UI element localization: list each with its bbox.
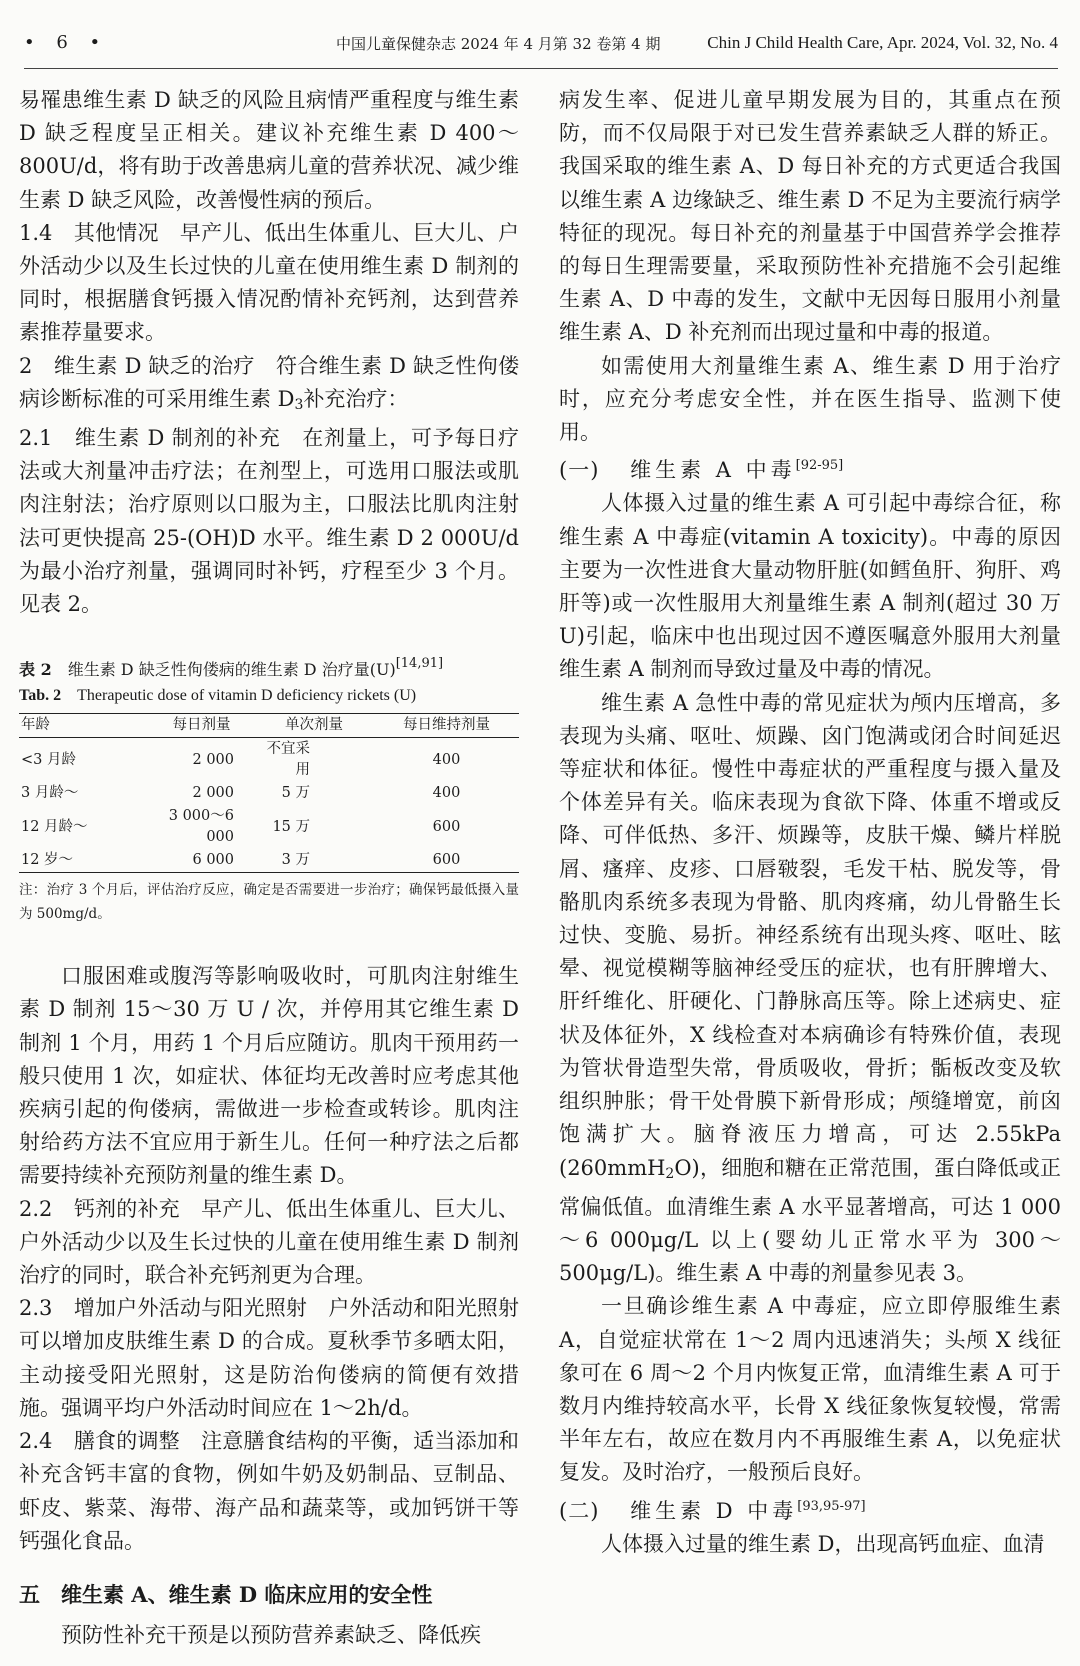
- citation-ref: [93,95-97]: [797, 1498, 866, 1514]
- col-header-single: 单次剂量: [285, 717, 343, 734]
- table-cell: 400: [432, 751, 461, 768]
- subscript: 3: [294, 396, 304, 413]
- table-row: [19, 782, 519, 805]
- paragraph: 一旦确诊维生素 A 中毒症，应立即停服维生素 A，自觉症状常在 1～2 周内迅速消失；头颅 X 线征象可在 6 周～2 个月内恢复正常，血清维生素 A 可于数月内维持较高水平，长骨 X 线征象恢复较慢，常需半年左右，故应在数月内不再服维生素 A，以免症状复发。及时治疗，一般预后良好。: [559, 1294, 1061, 1485]
- section-2-heading-paragraph: [19, 350, 519, 422]
- dose-table: [19, 713, 519, 873]
- paragraph: 病发生率、促进儿童早期发展为目的，其重点在预防，而不仅局限于对已发生营养素缺乏人群的矫正。我国采取的维生素 A、D 每日补充的方式更适合我国以维生素 A 边缘缺乏、维生素 D 不足为主要流行病学特征的现况。每日补充的剂量基于中国营养学会推荐的每日生理需要量，采取预防性补充措施不会引起维生素 A、D 中毒的发生，文献中无因每日服用小剂量维生素 A、D 补充剂而出现过量和中毒的报道。: [559, 88, 1061, 345]
- table-cell: 3 000～6 000: [168, 808, 234, 846]
- table-label-zh: 表 2: [19, 660, 52, 680]
- subsection-number: (一): [559, 458, 600, 483]
- table-cell: 12 月龄～: [21, 818, 88, 835]
- col-header-daily: 每日剂量: [172, 717, 231, 734]
- journal-title-cn: 中国儿童保健杂志 2024 年 4 月第 32 卷第 4 期: [336, 35, 661, 53]
- paragraph-1-4: 1.4 其他情况 早产儿、低出生体重儿、巨大儿、户外活动少以及生长过快的儿童在使用维生素 D 制剂的同时，根据膳食钙摄入情况酌情补充钙剂，达到营养素推荐量要求。: [19, 220, 519, 345]
- subsection-heading-vitamin-a: [559, 449, 1061, 487]
- table-caption-zh: [19, 651, 519, 683]
- right-column: [559, 84, 1061, 1561]
- table-caption-en: [19, 683, 519, 709]
- paragraph-2-4: 2.4 膳食的调整 注意膳食结构的平衡，适当添加和补充含钙丰富的食物，例如牛奶及奶制品、豆制品、虾皮、紫菜、海带、海产品和蔬菜等，或加钙饼干等钙强化食品。: [19, 1429, 519, 1553]
- table-note: 注：治疗 3 个月后，评估治疗反应，确定是否需要进一步治疗；确保钙最低摄入量为 500mg/d。: [19, 882, 519, 923]
- table-cell: 不宜采用: [266, 741, 310, 779]
- paragraph-2-1: 2.1 维生素 D 制剂的补充 在剂量上，可予每日疗法或大剂量冲击疗法；在剂型上，可选用口服法或肌肉注射法；治疗原则以口服为主，口服法比肌肉注射法可更快提高 25-(OH)D 水平。维生素 D 2 000U/d 为最小治疗剂量，强调同时补钙，疗程至少 3 个月。见表 2。: [19, 426, 519, 617]
- subsection-heading-vitamin-d: [559, 1490, 1061, 1528]
- subsection-number: (二): [559, 1498, 600, 1523]
- paragraph: 人体摄入过量的维生素 D，出现高钙血症、血清: [601, 1531, 1045, 1556]
- subsection-title: 维生素 A 中毒: [630, 458, 796, 483]
- table-cell: 6 000: [192, 852, 234, 869]
- left-column: [19, 84, 519, 1652]
- paragraph: 易罹患维生素 D 缺乏的风险且病情严重程度与维生素 D 缺乏程度呈正相关。建议补充维生素 D 400～800U/d，将有助于改善患病儿童的营养状况、减少维生素 D 缺乏风险，改善慢性病的预后。: [19, 88, 519, 212]
- paragraph: 人体摄入过量的维生素 A 可引起中毒综合征，称维生素 A 中毒症(vitamin A toxicity)。中毒的原因主要为一次性进食大量动物肝脏(如鳕鱼肝、狗肝、鸡肝等)或一次性服用大剂量维生素 A 制剂(超过 30 万 U)引起，临床中也出现过因不遵医嘱意外服用大剂量维生素 A 制剂而导致过量及中毒的情况。: [559, 491, 1061, 682]
- table-cell: <3 月龄: [21, 751, 76, 768]
- subsection-title: 维生素 D 中毒: [630, 1498, 798, 1523]
- table-label-en: Tab. 2: [19, 687, 62, 705]
- table-row: [19, 849, 519, 873]
- col-header-age: 年龄: [21, 717, 50, 734]
- table-cell: 12 岁～: [21, 852, 74, 869]
- table-cell: 600: [432, 852, 461, 869]
- page-number: • 6 •: [24, 32, 109, 53]
- paragraph: 如需使用大剂量维生素 A、维生素 D 用于治疗时，应充分考虑安全性，并在医生指导、监测下使用。: [559, 353, 1061, 445]
- paragraph: [559, 687, 1061, 1291]
- paragraph: 口服困难或腹泻等影响吸收时，可肌肉注射维生素 D 制剂 15～30 万 U / 次，并停用其它维生素 D 制剂 1 个月，用药 1 个月后应随访。肌肉干预用药一般只使用 1 次，如症状、体征均无改善时应考虑其他疾病引起的佝偻病，需做进一步检查或转诊。肌肉注射给药方法不宜应用于新生儿。任何一种疗法之后都需要持续补充预防剂量的维生素 D。: [19, 964, 519, 1188]
- table-cell: 400: [432, 785, 461, 802]
- section-2-text-end: 补充治疗：: [303, 386, 409, 411]
- table-row: [19, 805, 519, 849]
- table-cell: 3 万: [281, 852, 310, 869]
- section-5-heading: 五 维生素 A、维生素 D 临床应用的安全性: [19, 1581, 433, 1607]
- paragraph-2-3: 2.3 增加户外活动与阳光照射 户外活动和阳光照射可以增加皮肤维生素 D 的合成。夏秋季节多晒太阳，主动接受阳光照射，这是防治佝偻病的简便有效措施。强调平均户外活动时间应在 1～2h/d。: [19, 1296, 519, 1420]
- table-cell: 600: [432, 818, 461, 835]
- paragraph-text: 维生素 A 急性中毒的常见症状为颅内压增高，多表现为头痛、呕吐、烦躁、囟门饱满或闭合时间延迟等症状和体征。慢性中毒症状的严重程度与摄入量及个体差异有关。临床表现为食欲下降、体重不增或反降、可伴低热、多汗、烦躁等，皮肤干燥、鳞片样脱屑、瘙痒、皮疹、口唇皲裂，毛发干枯、脱发等，骨骼肌肉系统多表现为骨骼、肌肉疼痛，幼儿骨骼生长过快、变脆、易折。神经系统有出现头疼、呕吐、眩晕、视觉模糊等脑神经受压的症状，也有肝脾增大、肝纤维化、肝硬化、门静脉高压等。除上述病史、症状及体征外，X 线检查对本病确诊有特殊价值，表现为管状骨造型失常，骨质吸收，骨折；骺板改变及软组织肿胀；骨干处骨膜下新骨形成；颅缝增宽，前囟饱满扩大。脑脊液压力增高，可达 2.55kPa (260mmH: [559, 690, 1061, 1180]
- subscript: 2: [665, 1165, 675, 1182]
- table-title-zh: 维生素 D 缺乏性佝偻病的维生素 D 治疗量(U): [51, 660, 396, 680]
- journal-title-en: Chin J Child Health Care, Apr. 2024, Vol. 32, No. 4: [707, 33, 1058, 52]
- table-title-en: Therapeutic dose of vitamin D deficiency rickets (U): [61, 687, 417, 705]
- citation-ref: [14,91]: [395, 656, 444, 672]
- paragraph: 预防性补充干预是以预防营养素缺乏、降低疾: [61, 1623, 481, 1648]
- section-2-text: 2 维生素 D 缺乏的治疗 符合维生素 D 缺乏性佝偻病诊断标准的可采用维生素 D: [19, 353, 519, 411]
- table-row: [19, 738, 519, 783]
- col-header-maintenance: 每日维持剂量: [403, 717, 490, 734]
- table-2: [19, 651, 519, 926]
- running-header: [24, 32, 1058, 69]
- table-cell: 2 000: [192, 751, 234, 768]
- paragraph-text: O)，细胞和糖在正常范围，蛋白降低或正常偏低值。血清维生素 A 水平显著增高，可达 1 000～6 000μg/L 以上(婴幼儿正常水平为 300～500μg/L)。维生素 A 中毒的剂量参见表 3。: [559, 1155, 1061, 1286]
- table-header-row: [19, 714, 519, 738]
- table-cell: 2 000: [192, 785, 234, 802]
- table-cell: 5 万: [281, 785, 310, 802]
- table-cell: 15 万: [272, 818, 310, 835]
- citation-ref: [92-95]: [795, 458, 844, 474]
- table-cell: 3 月龄～: [21, 785, 79, 802]
- paragraph-2-2: 2.2 钙剂的补充 早产儿、低出生体重儿、巨大儿、户外活动少以及生长过快的儿童在使用维生素 D 制剂治疗的同时，联合补充钙剂更为合理。: [19, 1196, 519, 1288]
